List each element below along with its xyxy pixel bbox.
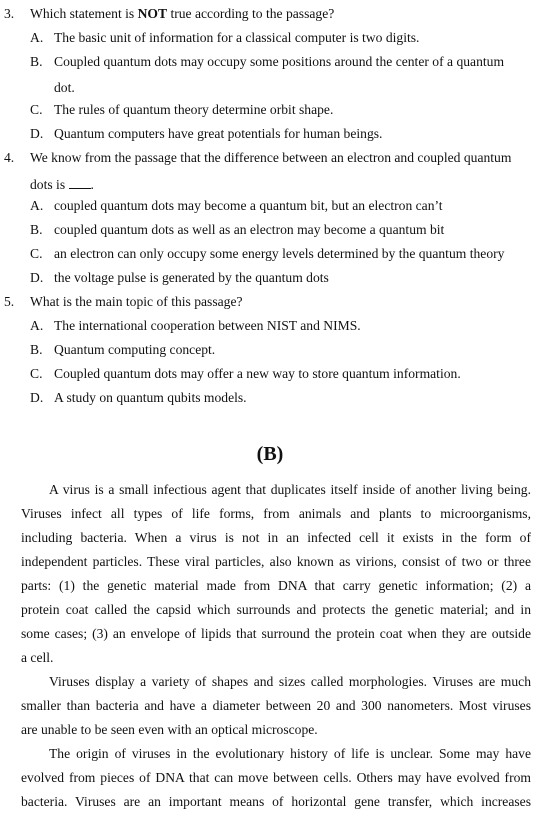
question-3-stem-emphasis: NOT [137,6,168,21]
question-3-stem-part: true according to the passage? [167,6,335,21]
q5-option-a-label: A. [30,318,44,333]
passage-line: The origin of viruses in the evolutionary history of life is unclear. Some may have [49,746,531,761]
q4-option-b-label: B. [30,222,43,237]
question-4-number: 4. [4,150,15,165]
q5-option-c-text: Coupled quantum dots may offer a new way to store quantum information. [54,366,461,381]
question-3-stem-part: Which statement is [30,6,138,21]
q3-option-c-label: C. [30,102,43,117]
q4-option-a-label: A. [30,198,44,213]
passage-line: some cases; (3) an envelope of lipids that surround the protein coat when they are outside [21,626,531,641]
q4-option-c-label: C. [30,246,43,261]
q5-option-d-text: A study on quantum qubits models. [54,390,247,405]
question-4-stem-part: dots is [30,177,66,192]
q5-option-b-label: B. [30,342,43,357]
q4-option-d-label: D. [30,270,44,285]
q4-option-b-text: coupled quantum dots as well as an electron may become a quantum bit [54,222,445,237]
question-5-number: 5. [4,294,15,309]
q5-option-c-label: C. [30,366,43,381]
q4-option-c-text: an electron can only occupy some energy levels determined by the quantum theory [54,246,505,261]
passage-line: Viruses display a variety of shapes and sizes called morphologies. Viruses are much [49,674,531,689]
passage-line: A virus is a small infectious agent that duplicates itself inside of another living being. [49,482,531,497]
passage-line: including bacteria. When a virus is not in an infected cell it exists in the form of [21,530,531,545]
q3-option-b-text-cont: dot. [54,80,75,95]
question-5-stem: What is the main topic of this passage? [30,294,243,309]
answer-blank [69,176,91,189]
question-4-stem-period: . [90,177,94,192]
passage-line: independent particles. These viral particles, also known as virions, consist of two or three [21,554,531,569]
passage-line: evolved from pieces of DNA that can move between cells. Others may have evolved from [21,770,531,785]
q3-option-b-label: B. [30,54,43,69]
passage-line: bacteria. Viruses are an important means of horizontal gene transfer, which increases [21,794,531,809]
section-b-title: (B) [256,443,284,465]
question-4-stem: We know from the passage that the difference between an electron and coupled quantum [30,150,512,165]
q3-option-d-text: Quantum computers have great potentials for human beings. [54,126,383,141]
passage-line: protein coat called the capsid which surrounds and protects the genetic material; and in [21,602,531,617]
passage-line: are unable to be seen even with an optical microscope. [21,722,318,737]
q4-option-a-text: coupled quantum dots may become a quantum bit, but an electron can’t [54,198,443,213]
q4-option-d-text: the voltage pulse is generated by the quantum dots [54,270,329,285]
q3-option-a-text: The basic unit of information for a classical computer is two digits. [54,30,420,45]
q5-option-d-label: D. [30,390,44,405]
q3-option-a-label: A. [30,30,44,45]
question-3-number: 3. [4,6,15,21]
passage-line: Viruses infect all types of life forms, from animals and plants to microorganisms, [21,506,531,521]
q5-option-a-text: The international cooperation between NIST and NIMS. [54,318,361,333]
q3-option-d-label: D. [30,126,44,141]
q3-option-c-text: The rules of quantum theory determine orbit shape. [54,102,334,117]
passage-line: smaller than bacteria and have a diameter between 20 and 300 nanometers. Most viruses [21,698,531,713]
q5-option-b-text: Quantum computing concept. [54,342,216,357]
question-4-stem-cont [30,176,94,193]
q3-option-b-text: Coupled quantum dots may occupy some positions around the center of a quantum [54,54,505,69]
passage-line: parts: (1) the genetic material made from DNA that carry genetic information; (2) a [21,578,531,593]
question-3-stem [30,6,334,22]
passage-line: a cell. [21,650,54,665]
